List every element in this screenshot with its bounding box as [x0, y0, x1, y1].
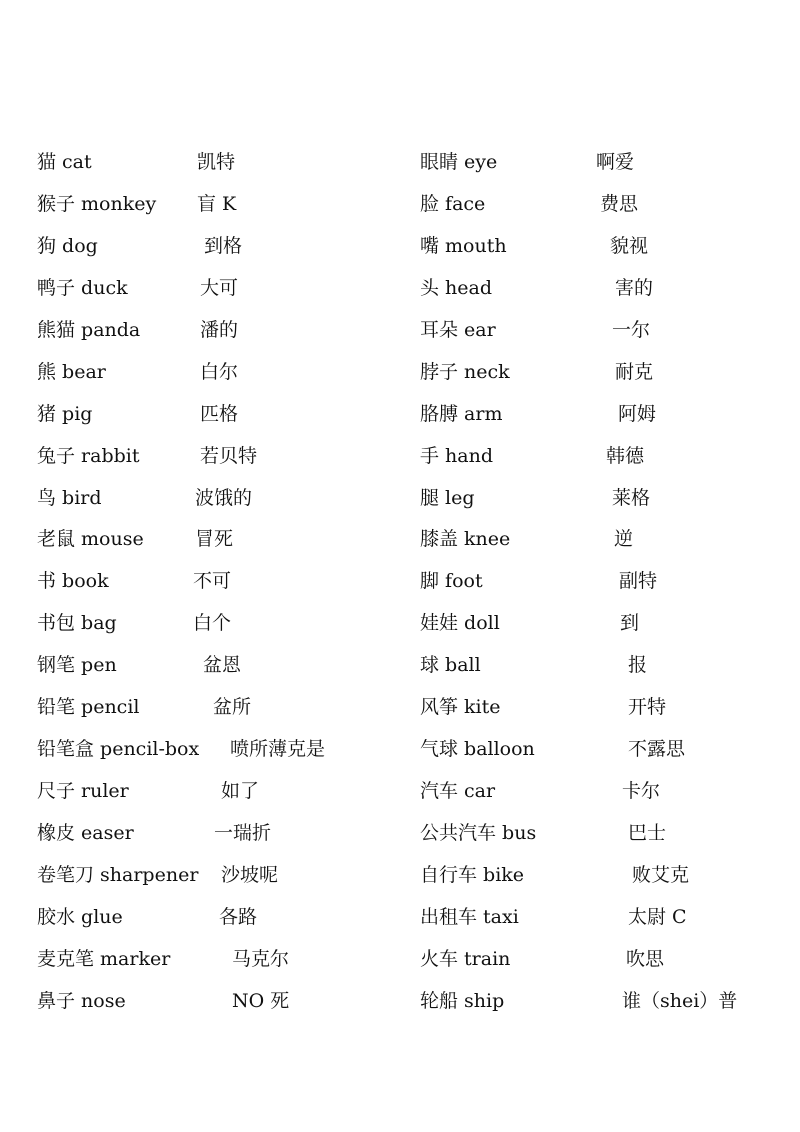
- vocab-pronunciation: 一尔: [612, 318, 651, 341]
- vocab-word: 出租车 taxi: [420, 905, 519, 928]
- vocab-word: 胳膊 arm: [420, 402, 503, 425]
- vocab-pronunciation: 啊爱: [596, 151, 635, 173]
- vocab-word: 鼻子 nose: [37, 989, 126, 1012]
- vocab-word: 铅笔盒 pencil-box: [37, 738, 200, 761]
- vocab-pronunciation: 如了: [221, 780, 260, 803]
- vocab-pronunciation: 一瑞折: [214, 822, 272, 844]
- vocab-word: 汽车 car: [420, 780, 496, 803]
- vocab-pronunciation: 害的: [615, 276, 654, 299]
- vocab-word: 书 book: [37, 570, 109, 593]
- vocab-word: 鸭子 duck: [37, 276, 128, 299]
- vocab-pronunciation: 谁（shei）普: [622, 989, 738, 1012]
- vocab-pronunciation: 波饿的: [195, 486, 253, 509]
- vocab-word: 头 head: [420, 276, 493, 299]
- vocab-word: 气球 balloon: [420, 738, 535, 761]
- vocab-pronunciation: 阿姆: [618, 402, 657, 425]
- vocab-word: 脚 foot: [420, 570, 483, 593]
- vocab-pronunciation: 喷所薄克是: [230, 738, 326, 761]
- vocab-word: 风筝 kite: [420, 696, 501, 719]
- vocab-pronunciation: NO 死: [232, 989, 290, 1012]
- vocab-word: 手 hand: [420, 444, 494, 467]
- vocab-word: 耳朵 ear: [420, 318, 496, 341]
- vocab-word: 熊 bear: [37, 360, 106, 383]
- vocab-word: 猴子 monkey: [37, 192, 157, 215]
- vocab-word: 火车 train: [420, 947, 511, 970]
- vocab-word: 轮船 ship: [420, 989, 505, 1012]
- vocab-word: 猫 cat: [37, 151, 92, 173]
- vocab-pronunciation: 开特: [628, 696, 667, 719]
- vocab-word: 公共汽车 bus: [420, 822, 537, 844]
- vocab-word: 嘴 mouth: [420, 234, 507, 257]
- vocab-pronunciation: 冒死: [195, 528, 234, 551]
- vocab-word: 狗 dog: [37, 234, 98, 257]
- vocab-pronunciation: 吹思: [626, 947, 665, 970]
- vocab-word: 胶水 glue: [37, 905, 123, 928]
- vocab-word: 脸 face: [420, 192, 486, 215]
- vocab-pronunciation: 到格: [204, 234, 243, 257]
- vocab-word: 鸟 bird: [37, 486, 102, 509]
- vocab-pronunciation: 大可: [200, 276, 239, 299]
- vocab-word: 眼睛 eye: [420, 151, 498, 173]
- vocab-word: 兔子 rabbit: [37, 444, 140, 467]
- vocab-pronunciation: 貌视: [610, 234, 649, 257]
- vocab-pronunciation: 莱格: [612, 486, 651, 509]
- vocab-pronunciation: 副特: [619, 570, 658, 593]
- vocab-pronunciation: 白尔: [200, 360, 239, 383]
- vocab-pronunciation: 败艾克: [632, 863, 690, 886]
- vocab-pronunciation: 不可: [193, 570, 232, 593]
- vocab-pronunciation: 逆: [614, 528, 634, 551]
- vocab-pronunciation: 费思: [600, 192, 639, 215]
- vocab-pronunciation: 马克尔: [232, 947, 290, 970]
- vocab-word: 球 ball: [420, 654, 481, 677]
- vocab-pronunciation: 盲 K: [197, 192, 237, 215]
- vocab-pronunciation: 不露思: [628, 738, 686, 761]
- vocab-pronunciation: 巴士: [628, 822, 667, 844]
- vocab-pronunciation: 耐克: [615, 360, 654, 383]
- vocab-pronunciation: 匹格: [200, 402, 239, 425]
- vocab-word: 麦克笔 marker: [37, 947, 171, 970]
- vocab-word: 腿 leg: [420, 486, 475, 509]
- vocab-word: 膝盖 knee: [420, 528, 511, 551]
- vocab-word: 钢笔 pen: [37, 654, 117, 677]
- vocab-word: 脖子 neck: [420, 360, 510, 383]
- vocab-word: 老鼠 mouse: [37, 528, 144, 551]
- vocab-pronunciation: 潘的: [200, 318, 239, 341]
- vocab-pronunciation: 太尉 C: [628, 905, 687, 928]
- vocab-pronunciation: 盆恩: [203, 654, 242, 677]
- vocab-word: 橡皮 easer: [37, 822, 134, 844]
- vocab-word: 自行车 bike: [420, 863, 525, 886]
- vocab-pronunciation: 沙坡呢: [221, 863, 279, 886]
- vocab-word: 猪 pig: [37, 402, 93, 425]
- vocab-word: 书包 bag: [37, 612, 117, 635]
- vocab-pronunciation: 报: [628, 654, 648, 677]
- vocab-word: 尺子 ruler: [37, 780, 129, 803]
- vocab-pronunciation: 到: [620, 612, 640, 635]
- vocab-pronunciation: 盆所: [213, 696, 252, 719]
- vocab-pronunciation: 韩德: [606, 444, 645, 467]
- vocab-word: 娃娃 doll: [420, 612, 500, 635]
- vocab-pronunciation: 凯特: [197, 151, 236, 173]
- vocab-pronunciation: 若贝特: [200, 444, 258, 467]
- vocab-word: 卷笔刀 sharpener: [37, 863, 199, 886]
- vocab-pronunciation: 各路: [219, 905, 258, 928]
- vocab-word: 熊猫 panda: [37, 318, 141, 341]
- vocab-pronunciation: 白个: [193, 612, 232, 635]
- vocab-word: 铅笔 pencil: [37, 696, 140, 719]
- vocab-pronunciation: 卡尔: [622, 780, 661, 803]
